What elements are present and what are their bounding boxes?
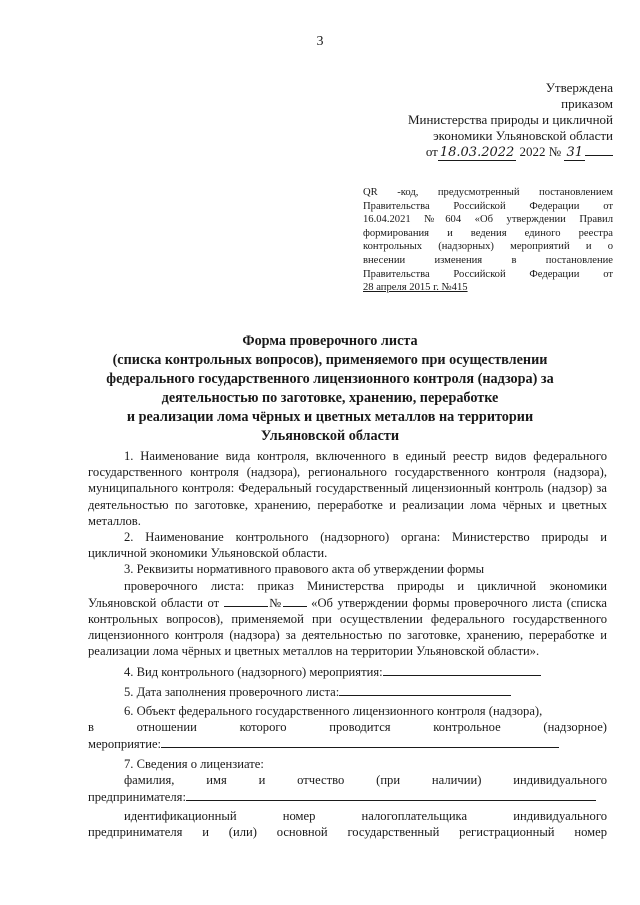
date-blank[interactable] [224,594,268,607]
page-number: 3 [316,34,324,49]
item-4-label: 4. Вид контрольного (надзорного) мероприятия: [124,664,383,679]
approval-from: от [425,144,438,159]
title-line-5: и реализации лома чёрных и цветных металлов на территории [126,409,534,425]
qr-line-2: Правительства Российской Федерации от [363,200,613,212]
handwritten-date: 18.03.2022 [439,145,515,160]
handwritten-number: 31 [566,145,583,160]
title-line-4: деятельностью по заготовке, хранению, переработке [161,390,499,406]
item-7-name-line: фамилия, имя и отчество (при наличии) индивидуального [124,772,607,787]
item-7-ogrn-line: предпринимателя и (или) основной государственный регистрационный номер [88,825,607,840]
item-4 [88,663,607,680]
item-3-text-c: «Об утверждении формы проверочного листа (списка контрольных вопросов), применяемой при осуществлении федерального государственного лицензионного контроля (надзора) за деятельностью по заготовке, хранению, переработке и реализации лома чёрных и цветных металлов на территории Ульяновской области». [88,595,607,659]
number-blank[interactable] [283,594,307,607]
number-underline [585,155,613,156]
approval-line-2: приказом [561,96,613,111]
title-line-1: Форма проверочного листа [242,333,418,349]
qr-line-5: контрольных (надзорных) мероприятий и о [363,241,613,253]
fill-date-field[interactable] [339,683,511,696]
qr-line-3: 16.04.2021 №604 «Об утверждении Правил [363,214,613,226]
approval-line-4: экономики Ульяновской области [433,128,613,143]
item-3: 3. Реквизиты нормативного правового акта об утверждении формы [124,562,485,577]
item-6-line-2: в отношении которого проводится контрольное (надзорное) [88,720,607,735]
object-field[interactable] [161,735,559,748]
item-3-details [88,578,607,660]
item-6-label: мероприятие: [88,737,162,752]
title-line-3: федерального государственного лицензионного контроля (надзора) за [106,371,554,387]
item-6: 6. Объект федерального государственного лицензионного контроля (надзора), [124,704,543,719]
title-line-2: (списка контрольных вопросов), применяемого при осуществлении [112,352,548,368]
qr-line-7: Правительства Российской Федерации от [363,268,613,280]
qr-line-6: внесении изменения в постановление [363,254,613,266]
entrepreneur-name-field[interactable] [186,788,596,801]
qr-line-4: формирования и ведения единого реестра [363,227,613,239]
form-title [70,332,590,446]
qr-line-8: 28 апреля 2015 г. №415 [363,282,468,294]
qr-code-note [363,186,613,295]
title-line-6: Ульяновской области [260,428,400,444]
item-1: 1. Наименование вида контроля, включенного в единый реестр видов федерального государственного контроля (надзора), регионального государственного контроля (надзора), муниципального контроля: Федеральный государственный лицензионный контроль (надзор) за деятельностью по заготовке, хранению, переработке и реализации лома чёрных и цветных металлов. [88,449,607,528]
item-7-inn-line: идентификационный номер налогоплательщика индивидуального [124,809,607,824]
approval-date-line [373,144,613,161]
approval-block [373,80,613,161]
form-body [88,448,607,841]
item-7: 7. Сведения о лицензиате: [124,756,264,771]
approval-line-3: Министерства природы и цикличной [407,112,613,127]
item-6-line-3 [88,735,607,752]
approval-line-1: Утверждена [545,80,613,95]
item-5-label: 5. Дата заполнения проверочного листа: [124,684,340,699]
item-3-number-sign: № [267,595,283,610]
item-2: 2. Наименование контрольного (надзорного) органа: Министерство природы и цикличной экономики Ульяновской области. [88,530,607,561]
item-3-text-a: проверочного листа: приказ Министерства природы и цикличной экономики Ульяновской области от [88,578,607,610]
inspection-type-field[interactable] [383,663,541,676]
approval-year: 2022 № [519,144,562,159]
item-7-entrepreneur-label: предпринимателя: [88,790,186,805]
item-7-entrepreneur-line [88,788,607,805]
qr-line-1: QR -код, предусмотренный постановлением [363,187,613,198]
item-5 [88,683,607,700]
